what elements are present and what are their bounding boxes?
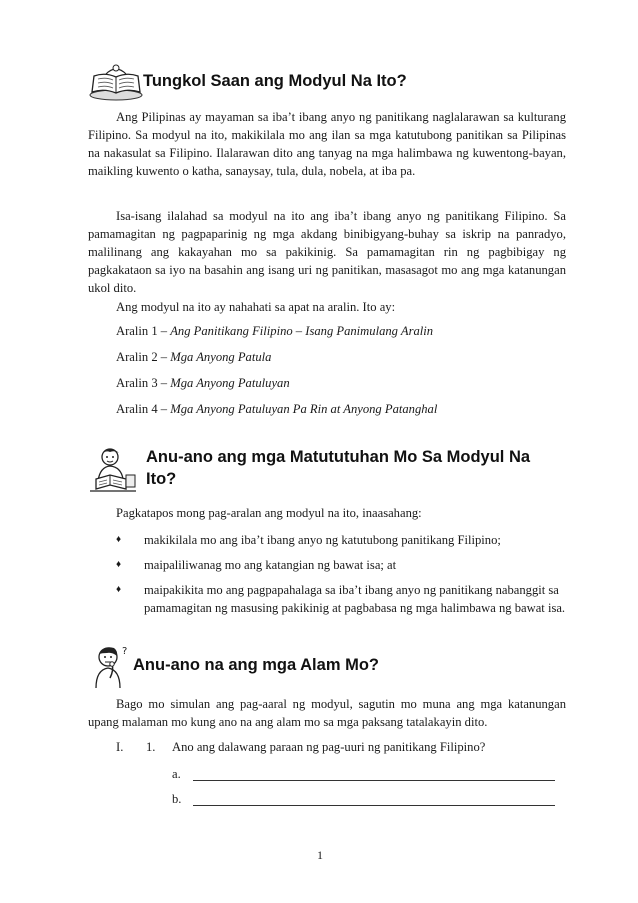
lesson-item — [116, 376, 290, 391]
intro-paragraph-3 — [88, 298, 566, 316]
lesson-title: Mga Anyong Patuluyan Pa Rin at Anyong Patanghal — [170, 402, 438, 416]
section-heading-intro: Tungkol Saan ang Modyul Na Ito? — [143, 72, 407, 90]
question-number: 1. — [146, 740, 156, 754]
lesson-label: Aralin 1 – — [116, 324, 168, 338]
page-number: 1 — [317, 848, 323, 862]
objective-item — [116, 556, 566, 574]
section-heading-pretest: Anu-ano na ang mga Alam Mo? — [133, 656, 379, 674]
lesson-title: Ang Panitikang Filipino – Isang Panimulang Aralin — [170, 324, 434, 338]
diamond-bullet-icon: ♦ — [116, 584, 122, 595]
section-heading-objectives: Anu-ano ang mga Matututuhan Mo Sa Modyul Na Ito? — [146, 448, 531, 488]
answer-blank-a[interactable] — [193, 780, 555, 781]
lesson-title: Mga Anyong Patuluyan — [170, 376, 290, 390]
intro-paragraph-2 — [88, 207, 566, 297]
lesson-item — [116, 324, 433, 339]
lesson-label: Aralin 2 – — [116, 350, 168, 364]
choice-label-b: b. — [172, 792, 182, 806]
part-number: I. — [116, 740, 124, 754]
intro-paragraph-1-text: Ang Pilipinas ay mayaman sa iba’t ibang anyo ng panitikang naglalarawan sa kulturang Filipino. Sa modyul na ito, makikilala mo ang ilan sa mga katutubong panitikan sa Pilipinas na nakasulat sa Filipino. Ilalarawan dito ang tanyag na mga halimbawa ng kuwentong-bayan, maikling kuwento o katha, sanaysay, tula, dula, nobela, at iba pa. — [88, 110, 566, 178]
answer-blank-b[interactable] — [193, 805, 555, 806]
objective-text: maipakikita mo ang pagpapahalaga sa iba’t ibang anyo ng panitikang nabanggit sa pamamagitan ng masusing pakikinig at pagbabasa ng mga halimbawa ng bawat isa. — [144, 583, 566, 615]
objectives-lead: Pagkatapos mong pag-aralan ang modyul na ito, inaasahang: — [116, 506, 422, 520]
lesson-label: Aralin 3 – — [116, 376, 168, 390]
pretest-paragraph-text: Bago mo simulan ang pag-aaral ng modyul, sagutin mo muna ang mga katanungan upang malaman mo kung ano na ang alam mo sa mga paksang tatalakayin dito. — [88, 697, 566, 729]
question-text: Ano ang dalawang paraan ng pag-uuri ng panitikang Filipino? — [172, 740, 486, 754]
choice-label-a: a. — [172, 767, 181, 781]
book-icon — [88, 62, 144, 102]
lesson-label: Aralin 4 – — [116, 402, 168, 416]
intro-paragraph-2-text: Isa-isang ilalahad sa modyul na ito ang iba’t ibang anyo ng panitikang Filipino. Sa pamamagitan ng pagpaparinig ng mga akdang binibigyang-buhay sa iskrip na panradyo, malilinang ang kakayahan mo sa pakikinig. Sa pamamagitan rin ng pagbibigay ng pagkakataon sa iyo na basahin ang isang uri ng panitikan, masasagot mo ang mga katanungan ukol dito. — [88, 209, 566, 295]
svg-text:?: ? — [122, 646, 128, 657]
lesson-item — [116, 350, 271, 365]
objective-text: maipaliliwanag mo ang katangian ng bawat isa; at — [144, 558, 397, 572]
objective-item — [116, 531, 566, 549]
lesson-item — [116, 402, 437, 417]
pretest-paragraph — [88, 695, 566, 731]
objective-item — [116, 581, 566, 617]
objective-text: makikilala mo ang iba’t ibang anyo ng katutubong panitikang Filipino; — [144, 533, 501, 547]
diamond-bullet-icon: ♦ — [116, 559, 122, 570]
thinking-person-icon — [88, 644, 132, 690]
student-reading-icon — [88, 445, 138, 495]
intro-paragraph-1 — [88, 108, 566, 180]
lesson-title: Mga Anyong Patula — [170, 350, 272, 364]
diamond-bullet-icon: ♦ — [116, 534, 122, 545]
intro-paragraph-3-text: Ang modyul na ito ay nahahati sa apat na aralin. Ito ay: — [116, 300, 396, 314]
